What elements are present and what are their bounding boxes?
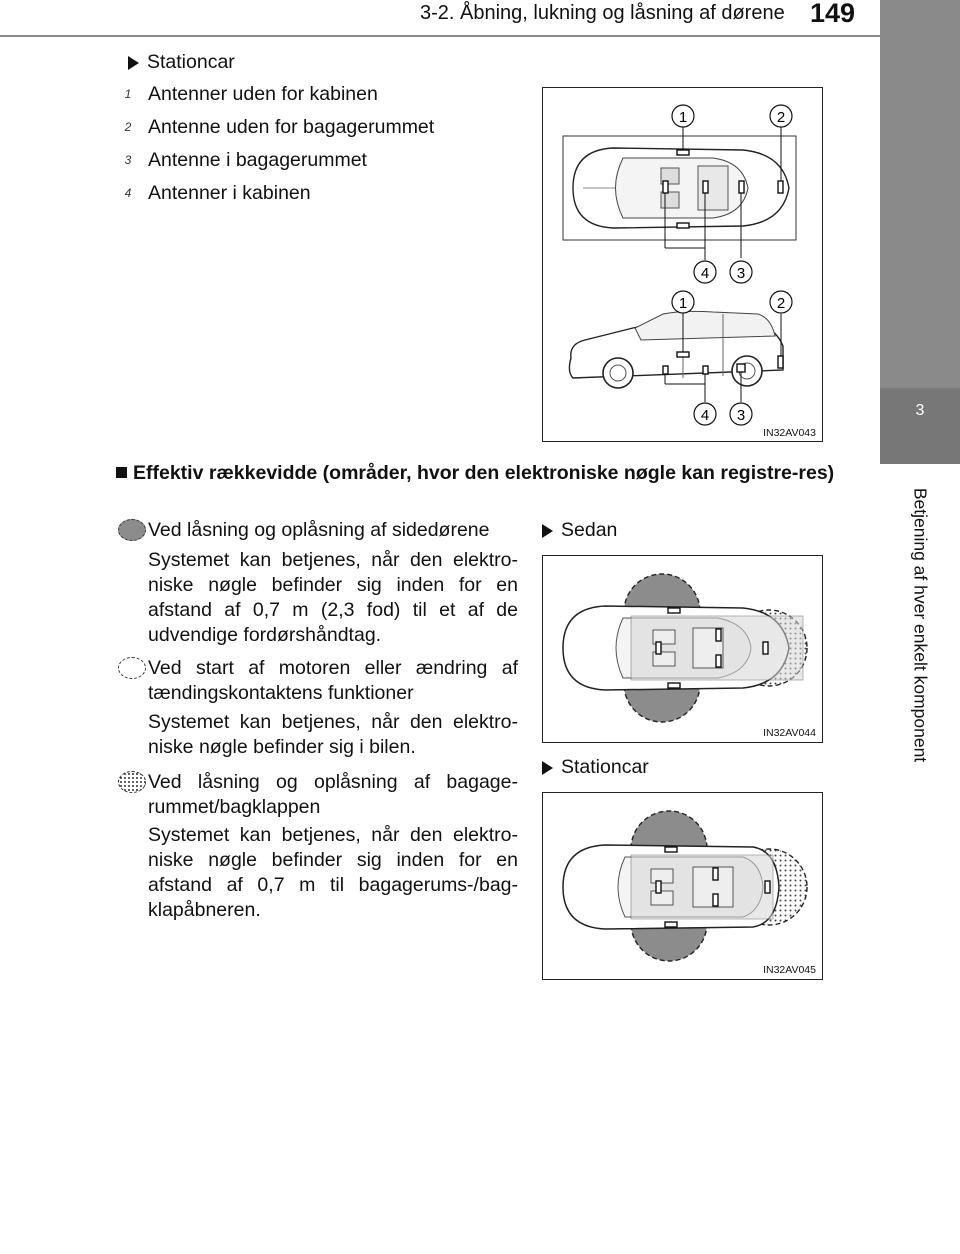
variant-label-text: Sedan xyxy=(561,519,618,541)
callout-3-top: 3 xyxy=(736,265,746,282)
triangle-bullet-icon xyxy=(542,761,553,775)
header-rule xyxy=(0,35,880,37)
variant-label-text: Stationcar xyxy=(147,51,235,73)
antenna-item-2: Antenne uden for bagagerummet xyxy=(148,116,435,138)
section-title: 3-2. Åbning, lukning og låsning af dørene xyxy=(420,2,785,24)
item-number-4 xyxy=(118,183,138,203)
side-bar xyxy=(880,0,960,388)
item-number-2 xyxy=(118,117,138,137)
variant-label-sedan xyxy=(542,518,617,543)
item-number-1 xyxy=(118,84,138,104)
stationcar-range-diagram xyxy=(543,793,822,979)
callout-4-top: 4 xyxy=(700,265,710,282)
chapter-tab xyxy=(880,388,960,464)
stationcar-range-figure xyxy=(542,792,823,980)
range-heading xyxy=(116,461,856,486)
antenna-item-3: Antenne i bagagerummet xyxy=(148,149,367,171)
figure-code: IN32AV045 xyxy=(763,964,816,976)
callout-2-side: 2 xyxy=(776,295,786,312)
item-number-text: 1 xyxy=(124,87,132,101)
zone-swatch-white-icon xyxy=(118,657,146,679)
range-item-3-title: Ved låsning og oplåsning af bagage-rummet/bagklappen xyxy=(148,771,518,818)
item-number-3 xyxy=(118,150,138,170)
figure-code: IN32AV044 xyxy=(763,727,816,739)
sedan-range-diagram xyxy=(543,556,822,742)
chapter-number: 3 xyxy=(915,402,925,419)
range-item-1-body: Systemet kan betjenes, når den elektro-niske nøgle befinder sig inden for en afstand af 0,7 m (2,3 fod) til et af de udvendige fordørshåndtag. xyxy=(148,549,518,646)
range-item-1-title: Ved låsning og oplåsning af sidedørene xyxy=(148,519,490,541)
chapter-title: Betjening af hver enkelt komponent xyxy=(910,487,931,763)
callout-3-side: 3 xyxy=(736,407,746,424)
page-number: 149 xyxy=(810,0,856,28)
item-number-text: 2 xyxy=(124,120,132,134)
range-heading-text: Effektiv rækkevidde (områder, hvor den elektroniske nøgle kan registre-res) xyxy=(133,462,835,484)
callout-1-top: 1 xyxy=(678,109,688,126)
item-number-text: 4 xyxy=(124,186,132,200)
square-bullet-icon xyxy=(116,467,127,478)
antenna-location-figure xyxy=(542,87,823,442)
variant-label-text: Stationcar xyxy=(561,756,649,778)
callout-2-top: 2 xyxy=(776,109,786,126)
triangle-bullet-icon xyxy=(542,524,553,538)
zone-swatch-dotted-icon xyxy=(118,771,146,793)
antenna-diagram xyxy=(543,88,822,441)
range-item-2-body: Systemet kan betjenes, når den elektro-niske nøgle befinder sig i bilen. xyxy=(148,711,518,758)
range-item-3-body: Systemet kan betjenes, når den elektro-niske nøgle befinder sig inden for en afstand af 0,7 m til bagagerums-/bag-klapåbneren. xyxy=(148,824,518,921)
zone-swatch-gray-icon xyxy=(118,519,146,541)
item-number-text: 3 xyxy=(124,153,132,167)
antenna-item-1: Antenner uden for kabinen xyxy=(148,83,378,105)
range-item-2-title: Ved start af motoren eller ændring af tændingskontaktens funktioner xyxy=(148,657,518,704)
sedan-range-figure xyxy=(542,555,823,743)
triangle-bullet-icon xyxy=(128,56,139,70)
variant-label-stationcar-2 xyxy=(542,755,649,780)
callout-4-side: 4 xyxy=(700,407,710,424)
antenna-item-4: Antenner i kabinen xyxy=(148,182,311,204)
figure-code: IN32AV043 xyxy=(763,427,816,439)
variant-label-stationcar xyxy=(128,50,235,75)
callout-1-side: 1 xyxy=(678,295,688,312)
